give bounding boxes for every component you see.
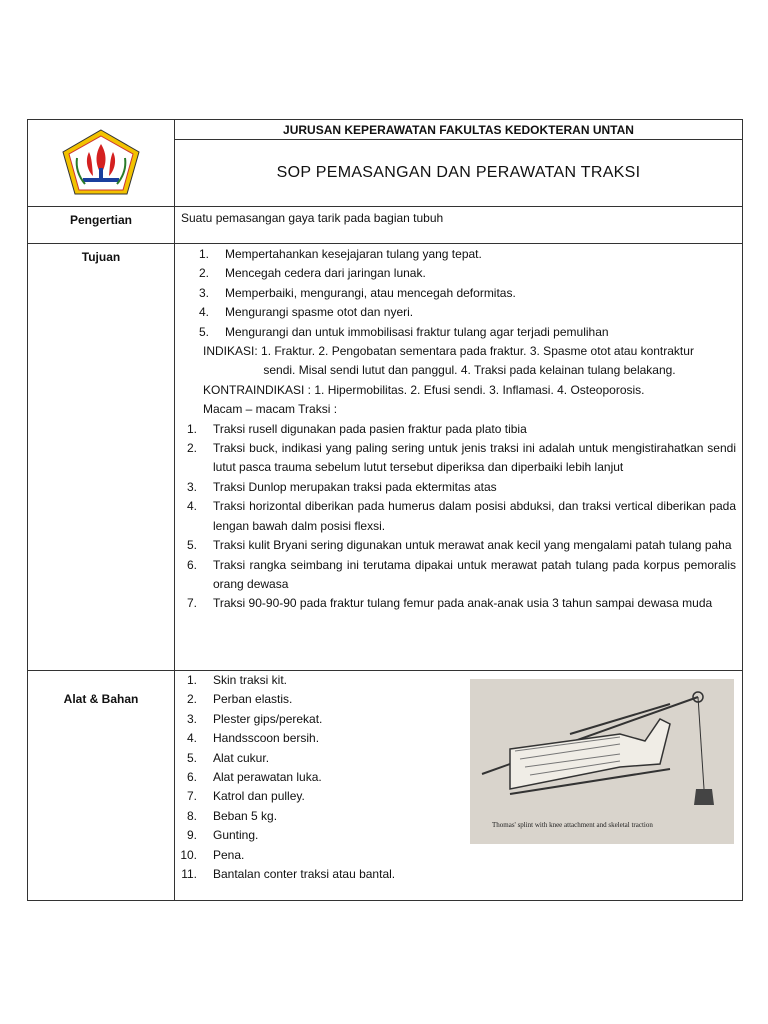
list-item [175,846,465,865]
list-number: 3. [186,479,197,494]
list-text: Perban elastis. [213,692,293,707]
list-item [175,787,465,806]
list-text: Traksi kulit Bryani sering digunakan untuk merawat anak kecil yang mengalami patah tulang paha [213,538,732,553]
list-text: Alat cukur. [213,750,270,765]
list-number: 4. [186,499,197,514]
macam-title: Macam – macam Traksi : [203,402,338,417]
list-number: 10. [180,847,197,862]
alat-label: Alat & Bahan [28,671,175,901]
list-text: Mencegah cedera dari jaringan lunak. [225,266,426,281]
institution-header: JURUSAN KEPERAWATAN FAKULTAS KEDOKTERAN UNTAN [175,120,743,140]
list-text: Alat perawatan luka. [213,770,322,785]
list-item [175,671,465,690]
list-text: Traksi buck, indikasi yang paling sering untuk jenis traksi ini adalah untuk mengistirahatkan sendi lutut pasca trauma sebelum lutut tersebut diperiksa dan diperbaiki lebih lanjut [213,441,736,475]
list-text: Bantalan conter traksi atau bantal. [213,867,396,882]
list-text: Traksi rusell digunakan pada pasien fraktur pada plato tibia [213,421,527,436]
list-item [175,497,742,536]
tujuan-label: Tujuan [28,244,175,671]
list-number: 2. [198,266,209,281]
pengertian-text: Suatu pemasangan gaya tarik pada bagian tubuh [175,207,743,244]
list-item [175,690,465,709]
logo-cell [28,120,175,207]
kontraindikasi-text: KONTRAINDIKASI : 1. Hipermobilitas. 2. Efusi sendi. 3. Inflamasi. 4. Osteoporosis. [203,382,645,397]
list-text: Traksi Dunlop merupakan traksi pada ektermitas atas [213,479,497,494]
list-item [175,556,742,595]
list-item [175,478,742,497]
list-number: 5. [186,538,197,553]
list-item [175,729,465,748]
list-number: 9. [186,828,197,843]
list-number: 1. [186,421,197,436]
list-text: Traksi rangka seimbang ini terutama dipakai untuk merawat patah tulang pada korpus pemoralis orang dewasa [213,557,736,591]
list-number: 4. [186,731,197,746]
list-item [189,284,742,303]
list-item [175,807,465,826]
list-item [175,865,465,884]
goals-list [175,245,742,342]
list-item [175,420,742,439]
list-number: 7. [186,789,197,804]
photo-caption: Thomas' splint with knee attachment and skeletal traction [492,821,653,829]
list-number: 5. [186,750,197,765]
list-text: Mengurangi spasme otot dan nyeri. [225,305,414,320]
list-number: 3. [186,711,197,726]
traction-splint-photo [470,679,734,844]
list-item [175,826,465,845]
list-item [175,710,465,729]
list-text: Katrol dan pulley. [213,789,305,804]
tujuan-content [175,244,743,671]
list-text: Handsscoon bersih. [213,731,320,746]
list-text: Traksi 90-90-90 pada fraktur tulang femur pada anak-anak usia 3 tahun sampai dewasa muda [213,596,713,611]
list-text: Gunting. [213,828,259,843]
list-text: Mengurangi dan untuk immobilisasi fraktur tulang agar terjadi pemulihan [225,324,609,339]
list-text: Skin traksi kit. [213,673,288,687]
list-number: 1. [198,247,209,261]
list-number: 11. [181,867,197,882]
list-item [189,245,742,264]
list-text: Plester gips/perekat. [213,711,323,726]
list-number: 5. [198,324,209,339]
list-text: Memperbaiki, mengurangi, atau mencegah deformitas. [225,285,516,300]
list-number: 8. [186,808,197,823]
list-number: 6. [186,770,197,785]
list-item [189,323,742,342]
university-seal-icon [61,128,141,198]
list-item [175,749,465,768]
list-text: Beban 5 kg. [213,808,278,823]
list-number: 2. [186,441,197,456]
alat-list [175,671,465,884]
list-number: 1. [186,673,197,687]
sop-title: SOP PEMASANGAN DAN PERAWATAN TRAKSI [175,140,743,207]
list-text: Traksi horizontal diberikan pada humerus dalam posisi abduksi, dan traksi vertical diberikan pada lengan bawah dalm posisi flexsi. [213,499,736,533]
list-number: 4. [198,305,209,320]
list-text: Mempertahankan kesejajaran tulang yang tepat. [225,247,482,261]
list-item [175,439,742,478]
list-number: 3. [198,285,209,300]
macam-traksi-list [175,420,742,614]
list-number: 7. [186,596,197,611]
list-item [175,536,742,555]
list-number: 6. [186,557,197,572]
list-text: Pena. [213,847,245,862]
indikasi-text: INDIKASI: 1. Fraktur. 2. Pengobatan sementara pada fraktur. 3. Spasme otot atau kontraktur sendi. Misal sendi lutut dan panggul. 4. Traksi pada kelainan tulang belakang. [203,344,694,378]
list-number: 2. [186,692,197,707]
list-item [189,303,742,322]
list-item [175,594,742,613]
list-item [175,768,465,787]
traction-splint-illustration [470,679,734,844]
pengertian-label: Pengertian [28,207,175,244]
list-item [189,264,742,283]
